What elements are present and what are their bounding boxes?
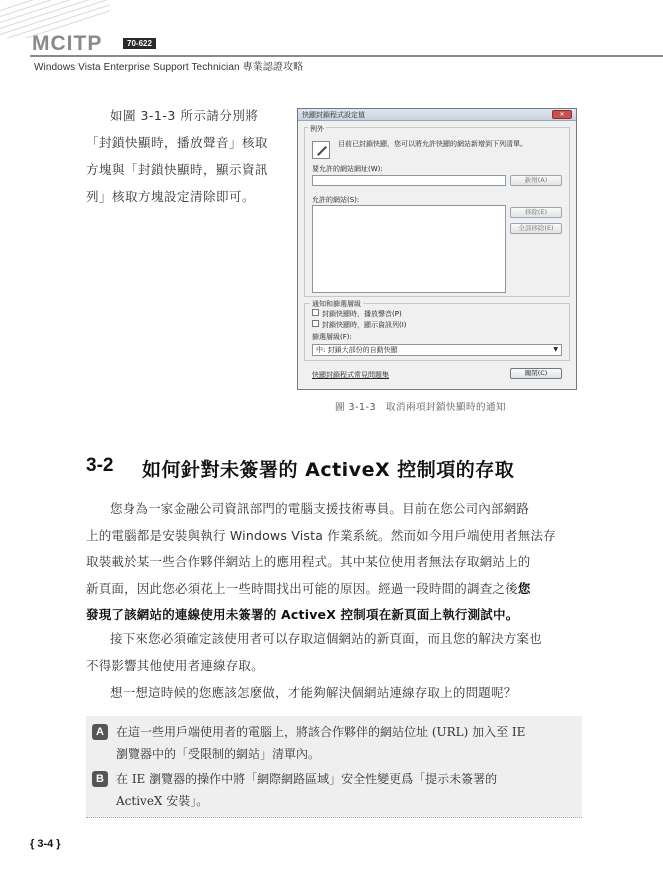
notify-label: 通知和篩選層級 <box>312 300 361 308</box>
chevron-down-icon: ▼ <box>553 346 558 353</box>
filter-level-label: 篩選層級(F): <box>312 333 352 341</box>
exam-code-badge: 70-622 <box>123 38 156 49</box>
paragraph-line <box>86 602 582 629</box>
filter-level-select[interactable] <box>312 344 562 356</box>
dialog-title-bar <box>298 109 576 121</box>
paragraph-line: 接下來您必須確定該使用者可以存取這個網站的新頁面，而且您的解決方案也 <box>110 631 542 646</box>
paragraph-bold-text: 您 <box>517 580 531 596</box>
address-input[interactable] <box>312 175 506 186</box>
option-line: 瀏覽器中的「受限制的網站」清單內。 <box>116 747 321 761</box>
address-label: 要允許的網站網址(W): <box>312 165 383 173</box>
paragraph-line-text: 新頁面，因此您必須花上一些時間找出可能的原因。經過一段時間的調查之後 <box>86 580 518 596</box>
option-letter-badge: B <box>92 771 108 787</box>
question-paragraph: 想一想這時候的您應該怎麼做，才能夠解決個網站連線存取上的問題呢？ <box>110 685 517 700</box>
exceptions-description: 目前已封鎖快顯，您可以將允許快顯的網站新增到下列清單。 <box>338 140 527 148</box>
paragraph-line: 不得影響其他使用者連線存取。 <box>86 657 264 673</box>
faq-link[interactable]: 快顯封鎖程式常見問題集 <box>312 371 389 379</box>
paragraph-line: 取裝載於某一些合作夥伴網站上的應用程式。其中某位使用者無法存取網站上的 <box>86 554 531 569</box>
option-letter-badge: A <box>92 724 108 740</box>
paragraph-line: 您身為一家金融公司資訊部門的電腦支援技術專員。目前在您公司內部網路 <box>110 501 530 516</box>
brand-title: MCITP <box>32 32 103 55</box>
option-line: 在這一些用戶端使用者的電腦上，將該合作夥伴的網站位址 (URL) 加入至 IE <box>116 725 526 739</box>
paragraph-bold-text: 發現了該網站的連線使用未簽署的 ActiveX 控制項在新頁面上執行測試中。 <box>86 607 519 622</box>
close-icon[interactable]: ✕ <box>552 110 572 119</box>
section-title: 如何針對未簽署的 ActiveX 控制項的存取 <box>142 459 515 481</box>
exceptions-label: 例外 <box>310 125 324 133</box>
figure-caption: 圖 3-1-3 取消兩項封鎖快顯時的通知 <box>335 402 507 413</box>
section-number: 3-2 <box>86 455 114 476</box>
intro-line: 方塊與「封鎖快顯時，顯示資訊 <box>86 162 269 177</box>
intro-paragraph <box>86 102 278 210</box>
requirement-paragraph <box>86 626 582 679</box>
paragraph-line <box>86 576 582 603</box>
intro-line: 如圖 3-1-3 所示請分別將 <box>110 108 259 123</box>
popup-blocker-settings-dialog <box>297 108 577 390</box>
info-bar-checkbox[interactable] <box>312 320 319 327</box>
remove-all-button[interactable]: 全部移除(E) <box>510 223 562 234</box>
remove-button[interactable]: 移除(E) <box>510 207 562 218</box>
info-bar-checkbox-label: 封鎖快顯時，顯示資訊列(I) <box>322 321 407 329</box>
allowed-sites-label: 允許的網站(S): <box>312 196 360 204</box>
dialog-title: 快顯封鎖程式設定值 <box>302 111 365 119</box>
option-line: 在 IE 瀏覽器的操作中將「網際網路區域」安全性變更爲「提示未簽署的 <box>116 772 498 786</box>
sound-checkbox[interactable] <box>312 309 319 316</box>
answer-option-b[interactable] <box>86 763 582 818</box>
intro-line: 列」核取方塊設定清除即可。 <box>86 189 256 204</box>
book-subtitle: Windows Vista Enterprise Support Technician 專業認證攻略 <box>34 62 304 73</box>
header-rule <box>30 55 663 57</box>
intro-line: 「封鎖快顯時，播放聲音」核取 <box>86 135 269 150</box>
allowed-sites-list[interactable] <box>312 205 506 293</box>
add-button[interactable]: 新增(A) <box>510 175 562 186</box>
scenario-paragraph <box>86 496 582 629</box>
paragraph-line: 上的電腦都是安裝與執行 Windows Vista 作業系統。然而如今用戶端使用者無法存 <box>86 527 556 543</box>
pencil-icon <box>312 141 330 159</box>
sound-checkbox-label: 封鎖快顯時，播放聲音(P) <box>322 310 402 318</box>
filter-level-value: 中: 封鎖大部份的自動快顯 <box>316 346 398 354</box>
dialog-close-button[interactable]: 關閉(C) <box>510 368 562 379</box>
option-line: ActiveX 安裝」。 <box>116 794 209 808</box>
page-number: { 3-4 } <box>30 838 61 850</box>
